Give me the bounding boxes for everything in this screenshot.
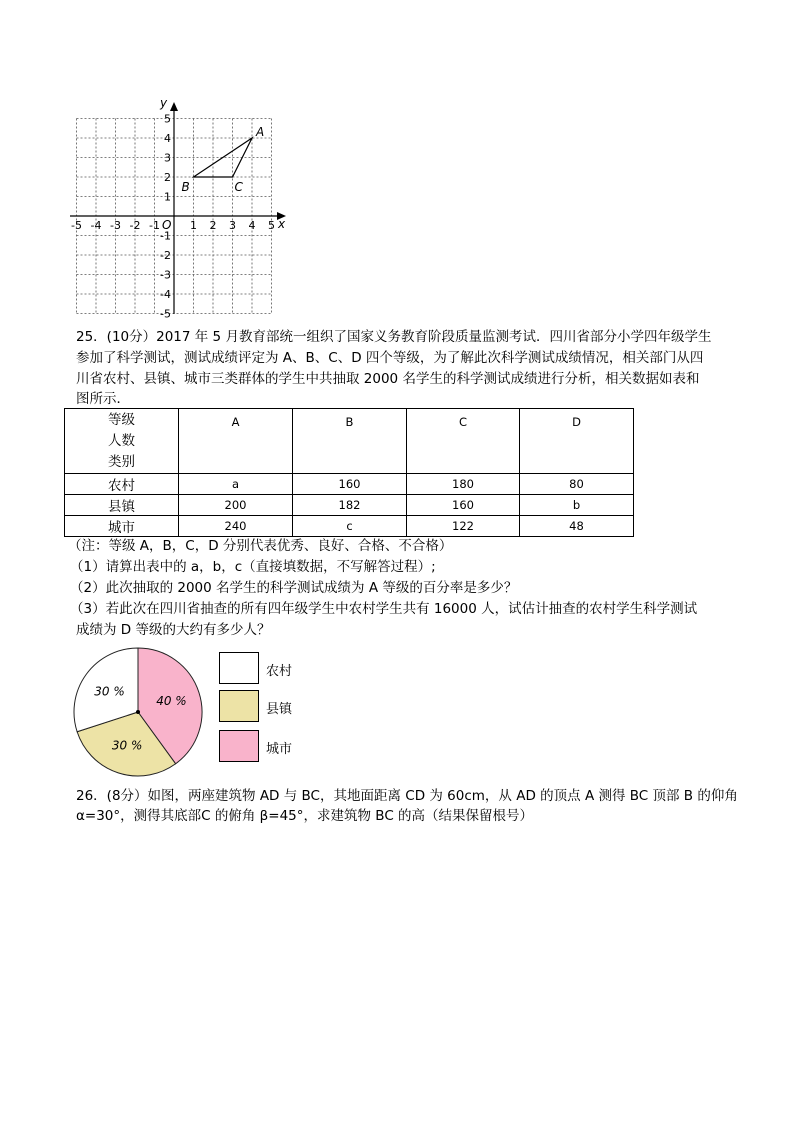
- row-category-county: 县镇: [65, 495, 179, 516]
- q25-line-2: 参加了科学测试，测试成绩评定为 A、B、C、D 四个等级，为了解此次科学测试成绩情况，相关部门从四: [76, 350, 704, 366]
- coordinate-axes: [70, 102, 286, 314]
- q25-sub-3-line-2: 成绩为 D 等级的大约有多少人？: [76, 622, 271, 638]
- q25-line-1: 25．(10分）2017 年 5 月教育部统一组织了国家义务教育阶段质量监测考试．四川省部分小学四年级学生: [76, 329, 712, 345]
- q25-sub-2: （2）此次抽取的 2000 名学生的科学测试成绩为 A 等级的百分率是多少？: [70, 580, 518, 596]
- table-cell: c: [293, 516, 407, 537]
- pie-slice-label: 30 %: [94, 684, 125, 699]
- y-tick-label: 2: [164, 171, 171, 184]
- table-cell: a: [179, 474, 293, 495]
- q25-line-3: 川省农村、县镇、城市三类群体的学生中共抽取 2000 名学生的科学测试成绩进行分析，相关数据如表和: [76, 371, 700, 387]
- y-tick-label: -3: [160, 268, 171, 282]
- q26-line-1: 26．(8分）如图，两座建筑物 AD 与 BC，其地面距离 CD 为 60cm，从 AD 的顶点 A 测得 BC 顶部 B 的仰角: [76, 788, 738, 804]
- q25-sub-3-line-1: （3）若此次在四川省抽查的所有四年级学生中农村学生共有 16000 人，试估计抽查的农村学生科学测试: [70, 601, 698, 617]
- corner-label-category: 类别: [108, 454, 135, 470]
- table-cell: 122: [407, 516, 520, 537]
- table-row: [65, 495, 634, 516]
- column-header-a: A: [179, 409, 293, 474]
- pie-slice-label: 40 %: [156, 694, 187, 709]
- q25-sub-1: （1）请算出表中的 a，b，c（直接填数据，不写解答过程）;: [70, 559, 436, 575]
- table-cell: 180: [407, 474, 520, 495]
- y-axis-arrow-icon: [170, 102, 178, 111]
- y-tick-label: 4: [164, 132, 171, 145]
- row-category-city: 城市: [65, 516, 179, 537]
- x-tick-label: -4: [90, 219, 102, 232]
- x-tick-label: 2: [209, 219, 217, 232]
- y-axis-label: y: [160, 96, 168, 110]
- x-tick-label: -5: [71, 219, 82, 232]
- q26-line-2: α=30°，测得其底部C 的俯角 β=45°，求建筑物 BC 的高（结果保留根号）: [76, 808, 534, 824]
- table-cell: 160: [293, 474, 407, 495]
- table-cell: 182: [293, 495, 407, 516]
- legend-swatch-rural: [219, 652, 259, 684]
- table-corner-cell: [65, 409, 179, 474]
- y-tick-label: -5: [160, 307, 171, 320]
- coordinate-figure: [64, 96, 294, 320]
- y-tick-label: -1: [160, 229, 171, 243]
- column-header-b: B: [293, 409, 407, 474]
- column-header-c: C: [407, 409, 520, 474]
- pie-chart: [68, 643, 208, 783]
- x-tick-label: 1: [190, 219, 197, 232]
- corner-label-grade: 等级: [108, 412, 135, 428]
- table-header-row: [65, 409, 634, 474]
- x-axis-label: x: [278, 217, 286, 231]
- point-label-b: B: [181, 180, 190, 194]
- y-tick-label: -2: [160, 249, 171, 262]
- y-tick-label: 5: [164, 112, 171, 126]
- grades-table: [64, 408, 634, 537]
- table-row: [65, 474, 634, 495]
- pie-slice-label: 30 %: [111, 738, 143, 753]
- origin-label: O: [162, 218, 172, 232]
- x-tick-label: -2: [129, 219, 141, 232]
- x-tick-label: 4: [248, 219, 256, 232]
- y-tick-label: 1: [164, 190, 171, 204]
- y-tick-label: 3: [164, 151, 171, 165]
- x-tick-label: -1: [149, 219, 160, 232]
- table-cell: 48: [520, 516, 634, 537]
- point-label-a: A: [256, 125, 265, 139]
- legend-label-rural: 农村: [266, 664, 293, 679]
- table-cell: b: [520, 495, 634, 516]
- table-cell: 240: [179, 516, 293, 537]
- legend-swatch-city: [219, 730, 259, 762]
- table-row: [65, 516, 634, 537]
- row-category-rural: 农村: [65, 474, 179, 495]
- table-cell: 160: [407, 495, 520, 516]
- q25-line-4: 图所示．: [76, 391, 130, 407]
- legend-label-county: 县镇: [266, 702, 293, 717]
- y-tick-label: -4: [160, 288, 171, 301]
- q25-note: （注：等级 A，B，C，D 分别代表优秀、良好、合格、不合格）: [68, 538, 453, 554]
- table-cell: 80: [520, 474, 634, 495]
- column-header-d: D: [520, 409, 634, 474]
- x-tick-label: -3: [110, 219, 121, 232]
- x-tick-label: 5: [268, 219, 275, 232]
- table-cell: 200: [179, 495, 293, 516]
- point-label-c: C: [234, 180, 243, 194]
- legend-swatch-county: [219, 690, 259, 722]
- corner-label-count: 人数: [108, 433, 135, 449]
- pie-center-dot: [136, 710, 140, 714]
- x-tick-label: 3: [229, 219, 236, 232]
- legend-label-city: 城市: [266, 742, 293, 757]
